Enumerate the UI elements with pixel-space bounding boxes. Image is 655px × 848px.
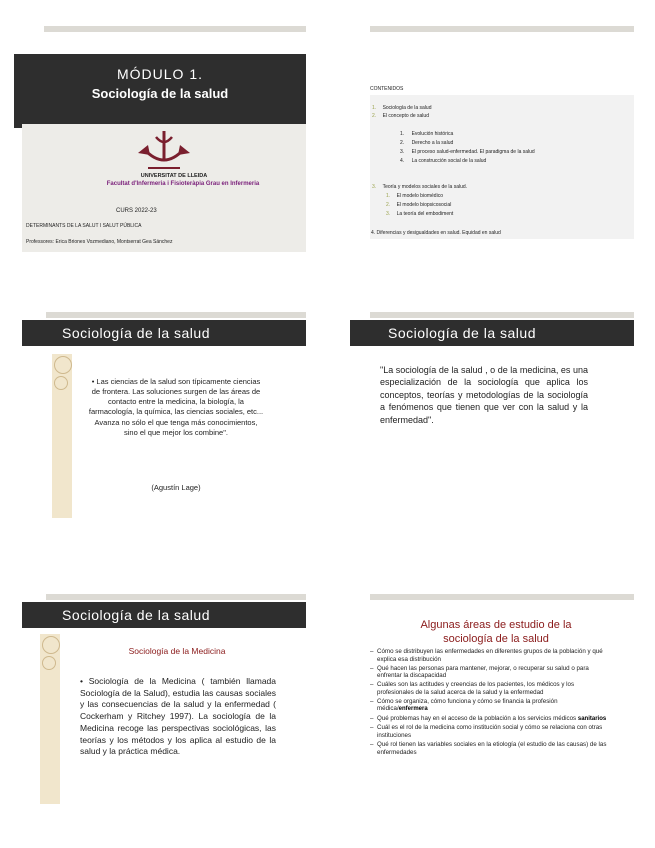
slide-5-body: • Sociología de la Medicina ( también llamada Sociología de la Salud), estudia las causas sociales y las consecuencias de la salud y la enfermedad ( Cockerham y Ritchey 1997). La sociología de la Medicina recoge las perspectivas sociológicas, las teorías y los métodos y los aplica al estudio de la salud y la práctica médica. (80, 676, 276, 757)
contents-subitem-3-2: 2. El modelo biopsicosocial (386, 202, 452, 208)
slide-1 (14, 26, 306, 258)
list-item: – Qué rol tienen las variables sociales en la etiología (el estudio de las causas) de las enfermedades (370, 740, 607, 756)
slide-5-title-bar (22, 602, 306, 628)
slide-1-title-bar (14, 54, 306, 128)
slide-3-quote: • Las ciencias de la salud son típicamente ciencias de frontera. Las soluciones surgen de las áreas de contacto entre la medicina, la biología, la farmacología, la química, las ciencias sociales, etc... Avanza no sólo el que tenga más conocimientos, sino el que mejor los combine". (88, 377, 264, 437)
list-item: – Cómo se organiza, cómo funciona y cómo se financia la profesión médica/enfermera (370, 697, 558, 713)
slide-5-title: Sociología de la salud (62, 607, 210, 623)
slide-4-quote: "La sociología de la salud , o de la medicina, es una especialización de la sociología que aplica los conceptos, teorías y metodologías de la sociología a fenómenos que tienen que ver con la salud y la enfermedad". (380, 365, 588, 425)
list-item: – Qué problemas hay en el acceso de la población a los servicios médicos sanitarios (370, 714, 607, 722)
slide-2-top-bar (370, 26, 634, 32)
contents-item-4: 4. Diferencias y desigualdades en salud. Equidad en salud (371, 230, 501, 236)
annotation-enfermera: enfermera (398, 706, 428, 713)
slide-3-top-bar (46, 312, 306, 318)
contents-item-2: 2. El concepto de salud (372, 113, 429, 119)
scroll-decoration (40, 634, 60, 804)
slide-2 (340, 26, 636, 258)
slide-3 (22, 312, 306, 530)
slide-1-content-area (22, 124, 306, 252)
list-item: – Cuáles son las actitudes y creencias de los pacientes, los médicos y los profesionales de la salud acerca de la salud y la enfermedad (370, 681, 575, 696)
slide-4 (350, 312, 634, 530)
slide-5 (22, 594, 306, 812)
list-item: – Cuál es el rol de la medicina como institución social y cómo se relaciona con otras instituciones (370, 724, 603, 739)
contents-subitem-2-4: 4. La construcción social de la salud (400, 158, 487, 164)
university-name: UNIVERSITAT DE LLEIDA (140, 173, 208, 179)
subject-name: DETERMINANTS DE LA SALUT I SALUT PÚBLICA (26, 223, 142, 229)
slide-1-top-bar (44, 26, 306, 32)
slide-5-subtitle: Sociología de la Medicina (128, 646, 226, 656)
annotation-sanitarios: sanitarios (577, 715, 607, 722)
slide-3-title: Sociología de la salud (62, 325, 210, 341)
course-year: CURS 2022-23 (116, 208, 157, 214)
list-item: – Qué hacen las personas para mantener, mejorar, o recuperar su salud o para enfrentar la discapacidad (370, 664, 589, 680)
contents-subitem-2-2: 2. Derecho a la salud (400, 140, 454, 146)
slide-1-title-line1: MÓDULO 1. (116, 66, 203, 82)
contents-subitem-3-1: 1. El modelo biomédico (386, 193, 443, 199)
slide-3-author: (Agustín Lage) (151, 483, 201, 492)
slide-5-top-bar (46, 594, 306, 600)
slide-4-top-bar (370, 312, 634, 318)
slide-1-title-line2: Sociología de la salud (91, 86, 229, 101)
slide-6-top-bar (370, 594, 634, 600)
study-area-list (370, 648, 608, 757)
list-item: – Cómo se distribuyen las enfermedades en diferentes grupos de la población y qué explica esa distribución (370, 648, 603, 663)
contents-subitem-2-3: 3. El proceso salud-enfermedad. El paradigma de la salud (400, 149, 535, 155)
contents-subitem-2-1: 1. Evolución histórica (400, 131, 454, 137)
scroll-decoration (52, 354, 72, 518)
slide-4-title: Sociología de la salud (388, 325, 536, 341)
contents-item-1: 1. Sociología de la salud (372, 105, 432, 111)
professors-line: Professores: Erica Briones Vozmediano, Montserrat Gea Sánchez (26, 239, 173, 245)
slide-6-title: Algunas áreas de estudio de la sociología de la salud (420, 619, 572, 646)
university-logo-icon (134, 127, 194, 173)
contents-subitem-3-3: 3. La teoría del embodiment (386, 211, 454, 217)
slide-3-title-bar (22, 320, 306, 346)
slide-4-title-bar (350, 320, 634, 346)
contents-item-3: 3. Teoría y modelos sociales de la salud. (372, 184, 468, 190)
faculty-name: Facultat d'Infermeria i Fisioteràpia Grau en Infermeria (106, 181, 260, 187)
contents-heading: CONTENIDOS (370, 86, 404, 92)
slide-6 (366, 594, 634, 812)
